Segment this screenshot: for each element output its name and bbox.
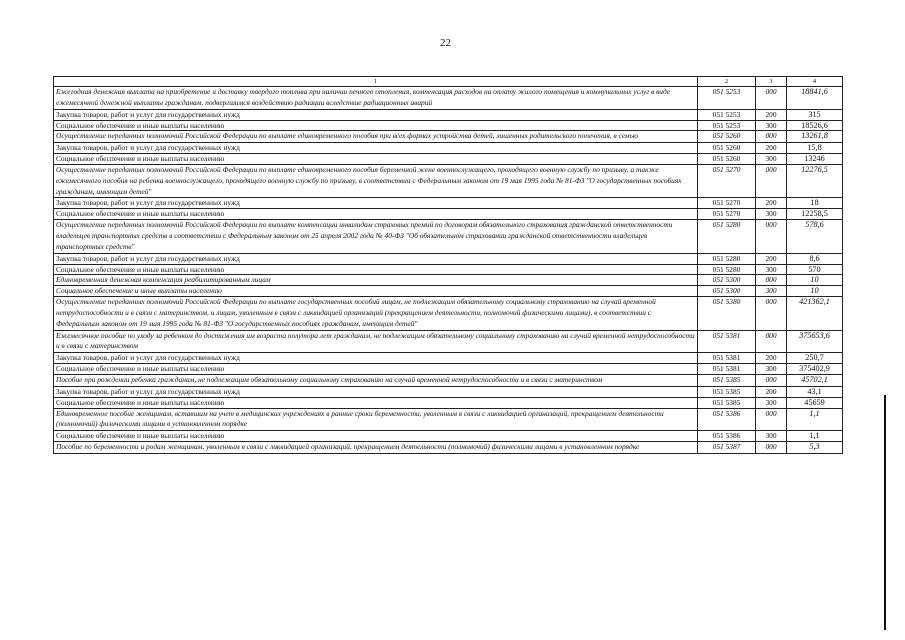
row-amount-cell: 12276,5: [787, 165, 843, 198]
row-code-cell: 051 5386: [698, 408, 756, 431]
table-row: [54, 330, 843, 353]
row-amount-cell: 13261,8: [787, 131, 843, 143]
row-code-cell: 051 5260: [698, 143, 756, 154]
row-type-cell: 200: [756, 386, 787, 397]
row-type-cell: 000: [756, 165, 787, 198]
table-row: [54, 165, 843, 198]
row-name-cell: Закупка товаров, работ и услуг для государственных нужд: [54, 386, 698, 397]
row-amount-cell: 10: [787, 286, 843, 297]
row-type-cell: 300: [756, 154, 787, 165]
row-name-cell: Осуществление переданных полномочий Российской Федерации по выплате компенсации инвалидам страховых премий по договорам обязательного страхования гражданской ответственности владельцев транспортных средств в соответствии с Федеральным законом от 25 апреля 2002 года № 40-ФЗ "Об обязательном страховании гражданской ответственности владельцев транспортных средств": [54, 220, 698, 253]
table-row: [54, 253, 843, 264]
row-code-cell: 051 5381: [698, 353, 756, 364]
table-row: [54, 286, 843, 297]
row-type-cell: 200: [756, 198, 787, 209]
table-row: [54, 87, 843, 110]
row-type-cell: 000: [756, 275, 787, 286]
table-row: [54, 431, 843, 442]
row-code-cell: 051 5280: [698, 264, 756, 275]
row-name-cell: Осуществление переданных полномочий Российской Федерации по выплате единовременного пособия при всех формах устройства детей, лишенных родительского попечения, в семью: [54, 131, 698, 143]
header-cell-amount: 4: [787, 77, 843, 87]
row-type-cell: 000: [756, 87, 787, 110]
row-type-cell: 300: [756, 264, 787, 275]
row-code-cell: 051 5253: [698, 109, 756, 120]
table-row: [54, 143, 843, 154]
row-amount-cell: 315: [787, 109, 843, 120]
row-amount-cell: 12258,5: [787, 209, 843, 220]
row-name-cell: Единовременное пособие женщинам, вставшим на учет в медицинских учреждениях в ранние сроки беременности, уволенным в связи с ликвидацией организаций, прекращением деятельности (полномочий) физическими лицами в установленном порядке: [54, 408, 698, 431]
row-type-cell: 000: [756, 375, 787, 387]
row-code-cell: 051 5270: [698, 198, 756, 209]
table-row: [54, 209, 843, 220]
row-name-cell: Ежемесячное пособие по уходу за ребенком до достижения им возраста полутора лет гражданам, не подлежащим обязательному социальному страхованию на случай временной нетрудоспособности и в связи с материнством: [54, 330, 698, 353]
row-amount-cell: 45659: [787, 397, 843, 408]
row-amount-cell: 8,6: [787, 253, 843, 264]
row-type-cell: 000: [756, 297, 787, 330]
table-row: [54, 198, 843, 209]
margin-line: [884, 395, 886, 630]
table-row: [54, 109, 843, 120]
row-code-cell: 051 5387: [698, 442, 756, 454]
table-row: [54, 375, 843, 387]
row-name-cell: Социальное обеспечение и иные выплаты населению: [54, 397, 698, 408]
row-amount-cell: 10: [787, 275, 843, 286]
row-amount-cell: 18841,6: [787, 87, 843, 110]
table-row: [54, 386, 843, 397]
row-name-cell: Ежегодная денежная выплата на приобретение и доставку твердого топлива при наличии печного отопления, компенсация расходов на оплату жилого помещения и коммунальных услуг в виде ежемесячной денежной выплаты гражданам, подвергшимся воздействию радиации вследствие радиационных аварий: [54, 87, 698, 110]
row-amount-cell: 15,8: [787, 143, 843, 154]
row-code-cell: 051 5260: [698, 131, 756, 143]
row-code-cell: 051 5260: [698, 154, 756, 165]
row-code-cell: 051 5280: [698, 220, 756, 253]
row-code-cell: 051 5385: [698, 375, 756, 387]
table-row: [54, 442, 843, 454]
table-row: [54, 264, 843, 275]
row-code-cell: 051 5385: [698, 397, 756, 408]
row-code-cell: 051 5380: [698, 297, 756, 330]
row-name-cell: Закупка товаров, работ и услуг для государственных нужд: [54, 353, 698, 364]
row-amount-cell: 18526,6: [787, 120, 843, 131]
table-row: [54, 220, 843, 253]
row-type-cell: 300: [756, 397, 787, 408]
row-name-cell: Закупка товаров, работ и услуг для государственных нужд: [54, 253, 698, 264]
page-number: 22: [440, 37, 451, 49]
row-amount-cell: 1,1: [787, 408, 843, 431]
row-amount-cell: 43,1: [787, 386, 843, 397]
row-type-cell: 200: [756, 253, 787, 264]
row-code-cell: 051 5386: [698, 431, 756, 442]
row-type-cell: 000: [756, 131, 787, 143]
row-name-cell: Социальное обеспечение и иные выплаты населению: [54, 431, 698, 442]
row-name-cell: Закупка товаров, работ и услуг для государственных нужд: [54, 198, 698, 209]
header-cell-name: 1: [54, 77, 698, 87]
row-name-cell: Осуществление переданных полномочий Российской Федерации по выплате государственных пособий лицам, не подлежащим обязательному социальному страхованию на случай временной нетрудоспособности и в связи с материнством, и лицам, уволенным в связи с ликвидацией организаций (прекращением деятельности, полномочий физическими лицами), в соответствии с Федеральным законом от 19 мая 1995 года № 81-ФЗ "О государственных пособиях гражданам, имеющим детей": [54, 297, 698, 330]
row-name-cell: Социальное обеспечение и иные выплаты населению: [54, 120, 698, 131]
row-code-cell: 051 5270: [698, 209, 756, 220]
row-amount-cell: 375653,6: [787, 330, 843, 353]
row-amount-cell: 13246: [787, 154, 843, 165]
table-row: [54, 353, 843, 364]
row-code-cell: 051 5280: [698, 253, 756, 264]
row-type-cell: 200: [756, 353, 787, 364]
row-type-cell: 000: [756, 220, 787, 253]
row-code-cell: 051 5253: [698, 87, 756, 110]
row-type-cell: 300: [756, 120, 787, 131]
row-amount-cell: 375402,9: [787, 364, 843, 375]
row-amount-cell: 570: [787, 264, 843, 275]
row-name-cell: Социальное обеспечение и иные выплаты населению: [54, 154, 698, 165]
row-name-cell: Социальное обеспечение и иные выплаты населению: [54, 264, 698, 275]
table-row: [54, 275, 843, 286]
table-row: [54, 364, 843, 375]
table-row: [54, 297, 843, 330]
row-type-cell: 200: [756, 109, 787, 120]
table-row: [54, 120, 843, 131]
row-amount-cell: 18: [787, 198, 843, 209]
row-name-cell: Осуществление переданных полномочий Российской Федерации по выплате единовременного пособия беременной жене военнослужащего, проходящего военную службу по призыву, а также ежемесячного пособия на ребенка военнослужащего, проходящего военную службу по призыву, в соответствии с Федеральным законом от 19 мая 1995 года № 81-ФЗ "О государственных пособиях гражданам, имеющим детей": [54, 165, 698, 198]
row-amount-cell: 421362,1: [787, 297, 843, 330]
row-code-cell: 051 5385: [698, 386, 756, 397]
table-row: [54, 131, 843, 143]
row-amount-cell: 578,6: [787, 220, 843, 253]
table-row: [54, 154, 843, 165]
row-amount-cell: 5,3: [787, 442, 843, 454]
row-name-cell: Пособие по беременности и родам женщинам, уволенным в связи с ликвидацией организаций, прекращением деятельности (полномочий) физическими лицами в установленном порядке: [54, 442, 698, 454]
budget-table: [53, 76, 843, 454]
row-type-cell: 300: [756, 431, 787, 442]
header-row: [54, 77, 843, 87]
row-amount-cell: 250,7: [787, 353, 843, 364]
row-name-cell: Закупка товаров, работ и услуг для государственных нужд: [54, 143, 698, 154]
row-type-cell: 000: [756, 408, 787, 431]
header-cell-type: 3: [756, 77, 787, 87]
row-name-cell: Социальное обеспечение и иные выплаты населению: [54, 286, 698, 297]
row-name-cell: Пособие при рождении ребенка гражданам, не подлежащим обязательному социальному страхованию на случай временной нетрудоспособности и в связи с материнством: [54, 375, 698, 387]
header-cell-code: 2: [698, 77, 756, 87]
row-amount-cell: 1,1: [787, 431, 843, 442]
table-row: [54, 408, 843, 431]
row-type-cell: 300: [756, 364, 787, 375]
row-name-cell: Социальное обеспечение и иные выплаты населению: [54, 364, 698, 375]
row-code-cell: 051 5270: [698, 165, 756, 198]
row-code-cell: 051 5381: [698, 330, 756, 353]
row-name-cell: Закупка товаров, работ и услуг для государственных нужд: [54, 109, 698, 120]
row-code-cell: 051 5253: [698, 120, 756, 131]
row-type-cell: 000: [756, 442, 787, 454]
row-type-cell: 300: [756, 209, 787, 220]
row-code-cell: 051 5381: [698, 364, 756, 375]
row-name-cell: Единовременная денежная компенсация реабилитированным лицам: [54, 275, 698, 286]
row-code-cell: 051 5300: [698, 275, 756, 286]
row-code-cell: 051 5300: [698, 286, 756, 297]
row-amount-cell: 45702,1: [787, 375, 843, 387]
row-type-cell: 300: [756, 286, 787, 297]
row-name-cell: Социальное обеспечение и иные выплаты населению: [54, 209, 698, 220]
table-body: [54, 87, 843, 454]
row-type-cell: 200: [756, 143, 787, 154]
table-row: [54, 397, 843, 408]
row-type-cell: 000: [756, 330, 787, 353]
